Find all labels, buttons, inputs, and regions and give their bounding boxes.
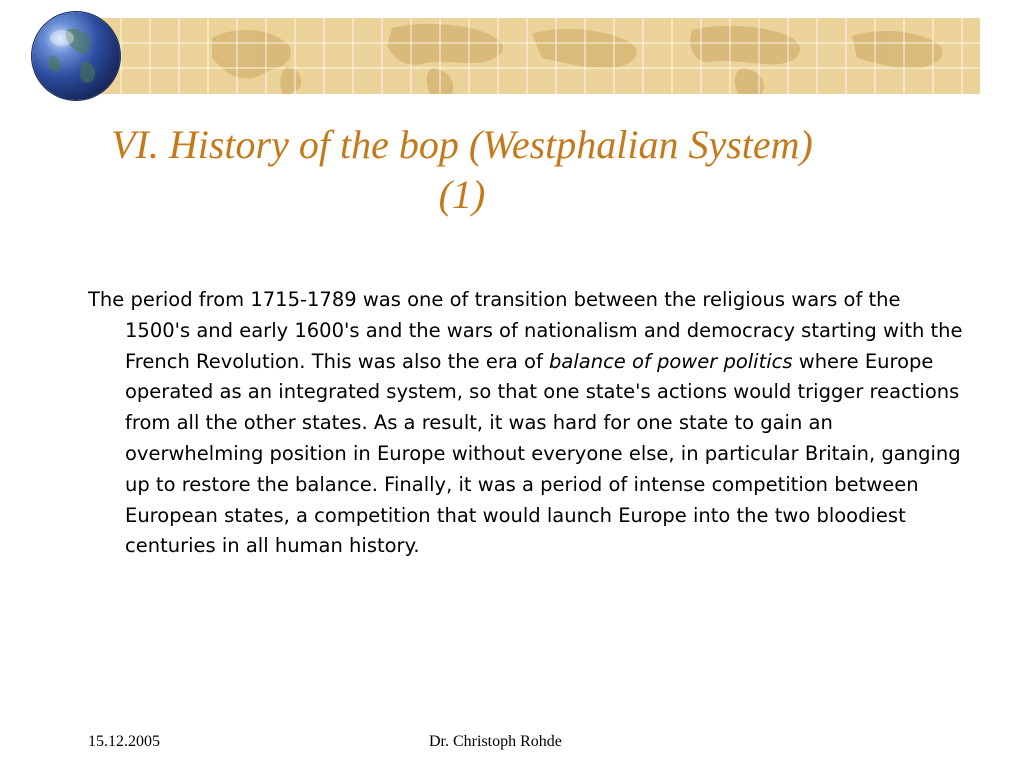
world-map-banner (92, 18, 980, 94)
globe-icon (32, 12, 120, 100)
body-emphasis: balance of power politics (549, 349, 793, 373)
footer-date: 15.12.2005 (88, 733, 160, 750)
world-map-graphic (92, 18, 980, 94)
footer-author: Dr. Christoph Rohde (429, 733, 562, 750)
slide-title (40, 120, 884, 220)
body-text-before: The period from 1715-1789 was one of transition between the religious wars of the 1500's and early 1600's and the wars of nationalism and democracy starting with the French Revolution. This was also the era of (88, 288, 963, 373)
slide-title-line-2: (1) (438, 172, 486, 217)
body-text-after: where Europe operated as an integrated system, so that one state's actions would trigger reactions from all the other states. As a result, it was hard for one state to gain an overwhelming position in Europe without everyone else, in particular Britain, ganging up to restore the balance. Finally, it was a period of intense competition between European states, a competition that would launch Europe into the two bloodiest centuries in all human history. (125, 349, 961, 558)
slide-body-paragraph (88, 285, 965, 562)
slide-title-line-1: VI. History of the bop (Westphalian System) (111, 122, 813, 167)
